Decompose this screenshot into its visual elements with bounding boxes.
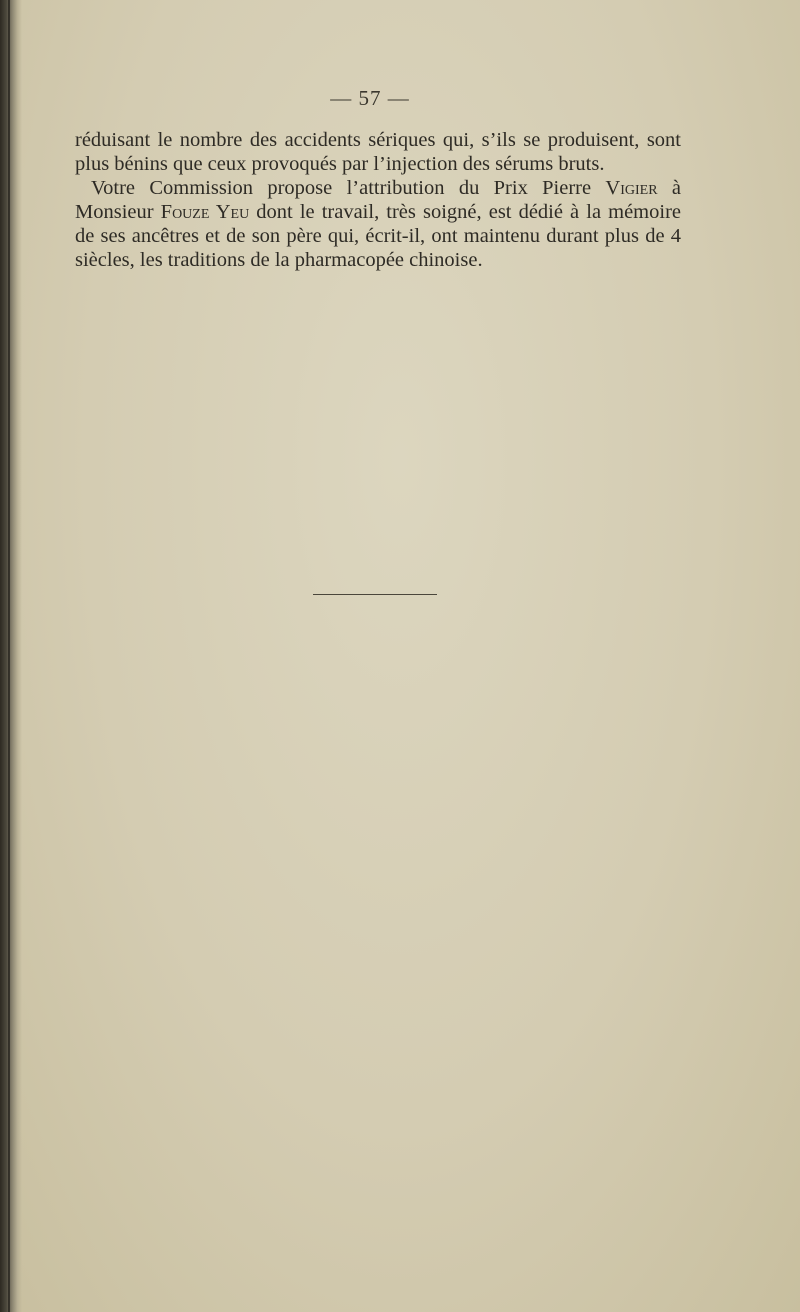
body-text [75,128,681,272]
page-number: — 57 — [330,86,410,110]
paragraph-2-middle: à Monsieur [75,177,681,223]
paragraph-2 [75,176,681,272]
prize-name: Vigier [605,177,658,199]
section-divider [313,594,437,595]
paragraph-1: réduisant le nombre des accidents sériques qui, s’ils se produisent, sont plus bénins que ceux provoqués par l’injection des sérums bruts. [75,129,681,175]
paragraph-2-intro: Votre Commission propose l’attribution du Prix Pierre [91,177,606,199]
author-name: Fouze Yeu [160,201,250,223]
book-spine-edge [8,0,10,1312]
book-spine-shadow [0,0,22,1312]
paragraph-2-rest: dont le travail, très soigné, est dédié à la mémoire de ses ancêtres et de son père qui, écrit-il, ont maintenu durant plus de 4 siècles, les traditions de la pharmacopée chinoise. [75,201,681,271]
